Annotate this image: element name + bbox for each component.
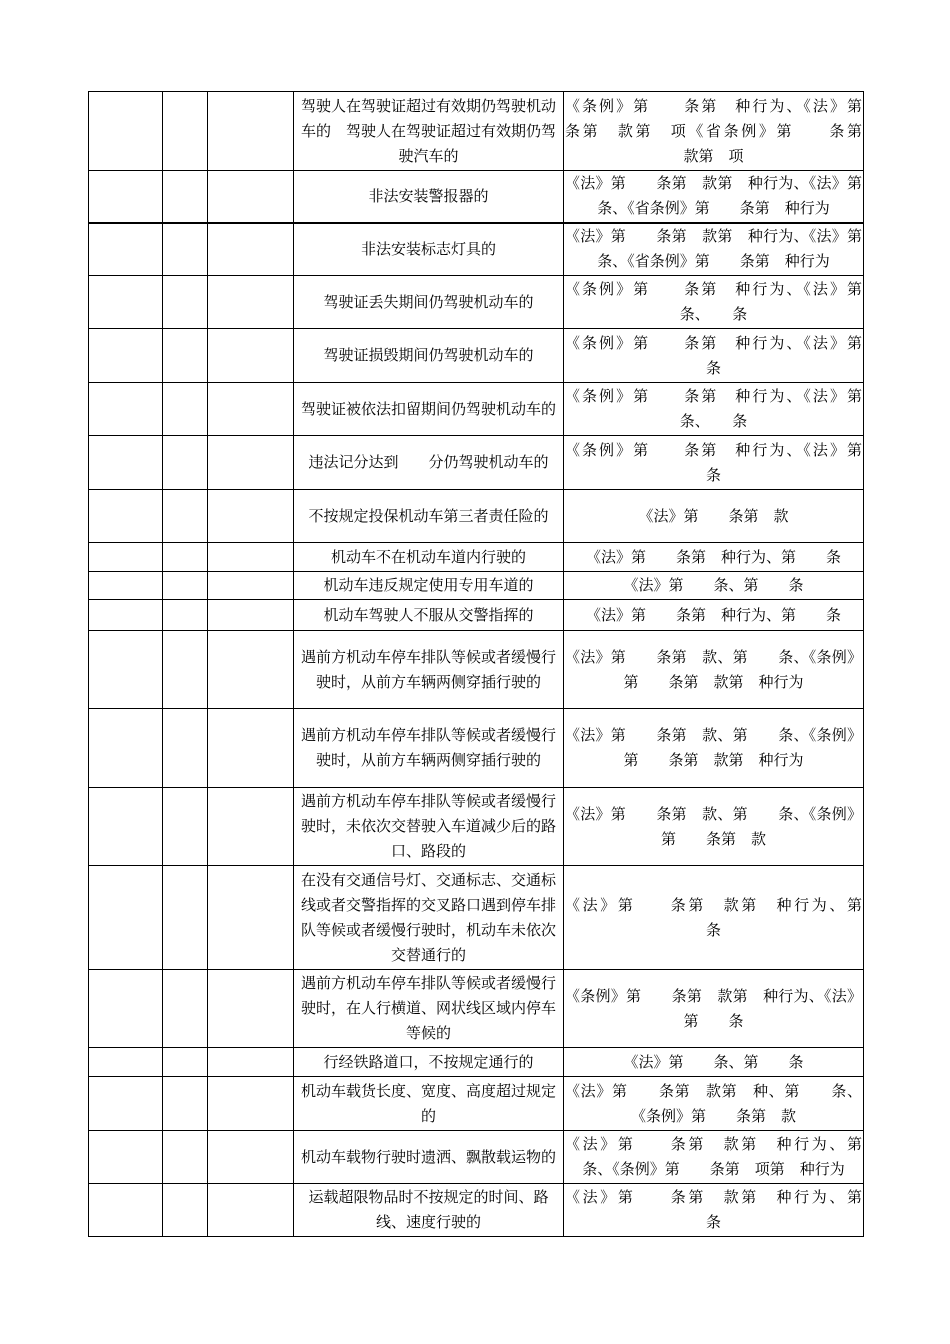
blank-cell-3 [208,1077,294,1131]
blank-cell-1 [89,329,163,383]
blank-cell-3 [208,383,294,436]
blank-cell-3 [208,276,294,329]
blank-cell-3 [208,970,294,1048]
table-row [89,866,864,970]
blank-cell-2 [163,543,208,572]
violation-cell: 遇前方机动车停车排队等候或者缓慢行驶时，未依次交替驶入车道减少后的路口、路段的 [294,788,564,866]
blank-cell-3 [208,171,294,223]
violation-cell: 机动车驾驶人不服从交警指挥的 [294,600,564,631]
blank-cell-2 [163,490,208,543]
violation-table [88,91,893,1237]
violation-table-body [89,92,893,1237]
blank-cell-2 [163,970,208,1048]
legal-basis-cell: 《条例》第 条第 种行为、《法》第 条、 条 [564,276,864,329]
blank-cell-2 [163,1131,208,1184]
legal-basis-cell: 《法》第 条第 种行为、第 条 [564,600,864,631]
violation-cell: 驾驶证丢失期间仍驾驶机动车的 [294,276,564,329]
violation-cell: 行经铁路道口，不按规定通行的 [294,1048,564,1077]
legal-basis-cell: 《法》第 条第 种行为、第 条 [564,543,864,572]
blank-cell-1 [89,600,163,631]
blank-cell-3 [208,631,294,709]
table-row [89,1048,864,1077]
violation-cell: 非法安装警报器的 [294,171,564,223]
legal-basis-cell: 《法》第 条第 款第 种行为、第 条 [564,866,864,970]
table-row [89,171,864,223]
violation-cell: 机动车不在机动车道内行驶的 [294,543,564,572]
blank-cell-2 [163,329,208,383]
table-row [89,970,864,1048]
blank-cell-3 [208,436,294,490]
blank-cell-2 [163,631,208,709]
table-row [89,383,864,436]
legal-basis-cell: 《法》第 条、第 条 [564,1048,864,1077]
legal-basis-cell: 《法》第 条第 款 [564,490,864,543]
blank-cell-1 [89,1184,163,1237]
blank-cell-2 [163,709,208,788]
legal-basis-cell: 《法》第 条、第 条 [564,572,864,600]
table-row [89,600,864,631]
violation-cell: 运载超限物品时不按规定的时间、路线、速度行驶的 [294,1184,564,1237]
blank-cell-1 [89,543,163,572]
blank-cell-3 [208,490,294,543]
table-row [89,1131,864,1184]
blank-cell-3 [208,788,294,866]
blank-cell-3 [208,329,294,383]
legal-basis-cell: 《条例》第 条第 种行为、《法》第 条 [564,436,864,490]
blank-cell-2 [163,866,208,970]
legal-basis-cell: 《法》第 条第 款第 种行为、第 条 [564,1184,864,1237]
violation-cell: 不按规定投保机动车第三者责任险的 [294,490,564,543]
blank-cell-1 [89,171,163,223]
blank-cell-3 [208,600,294,631]
blank-cell-3 [208,1131,294,1184]
table-row [89,223,864,276]
blank-cell-2 [163,171,208,223]
blank-cell-3 [208,543,294,572]
legal-basis-cell: 《法》第 条第 款第 种行为、第 条、《条例》第 条第 项第 种行为 [564,1131,864,1184]
blank-cell-1 [89,1048,163,1077]
blank-cell-3 [208,1184,294,1237]
table-row [89,1184,864,1237]
table-row [89,572,864,600]
violation-cell: 驾驶人在驾驶证超过有效期仍驾驶机动车的 驾驶人在驾驶证超过有效期仍驾驶汽车的 [294,92,564,171]
table-row [89,631,864,709]
blank-cell-3 [208,92,294,171]
blank-cell-1 [89,631,163,709]
legal-basis-cell: 《法》第 条第 款第 种行为、《法》第 条、《省条例》第 条第 种行为 [564,171,864,223]
legal-basis-cell: 《法》第 条第 款、第 条、《条例》第 条第 款 [564,788,864,866]
legal-basis-cell: 《条例》第 条第 种行为、《法》第 条、 条 [564,383,864,436]
violation-cell: 遇前方机动车停车排队等候或者缓慢行驶时，从前方车辆两侧穿插行驶的 [294,709,564,788]
legal-basis-cell: 《条例》第 条第 种行为、《法》第 条 [564,329,864,383]
blank-cell-1 [89,223,163,276]
table-row [89,709,864,788]
table-row [89,1077,864,1131]
blank-cell-2 [163,1077,208,1131]
blank-cell-1 [89,383,163,436]
violation-cell: 机动车载物行驶时遗洒、飘散载运物的 [294,1131,564,1184]
legal-basis-cell: 《法》第 条第 款、第 条、《条例》第 条第 款第 种行为 [564,631,864,709]
blank-cell-3 [208,572,294,600]
violation-cell: 遇前方机动车停车排队等候或者缓慢行驶时，在人行横道、网状线区域内停车等候的 [294,970,564,1048]
blank-cell-1 [89,970,163,1048]
blank-cell-2 [163,383,208,436]
table-row [89,276,864,329]
blank-cell-2 [163,92,208,171]
blank-cell-1 [89,572,163,600]
blank-cell-2 [163,276,208,329]
blank-cell-1 [89,1131,163,1184]
violation-cell: 驾驶证被依法扣留期间仍驾驶机动车的 [294,383,564,436]
blank-cell-2 [163,600,208,631]
blank-cell-1 [89,276,163,329]
table-row [89,490,864,543]
blank-cell-3 [208,223,294,276]
violation-cell: 机动车载货长度、宽度、高度超过规定的 [294,1077,564,1131]
blank-cell-1 [89,709,163,788]
blank-cell-3 [208,1048,294,1077]
blank-cell-2 [163,572,208,600]
blank-cell-2 [163,1184,208,1237]
violation-cell: 违法记分达到 分仍驾驶机动车的 [294,436,564,490]
table-row [89,788,864,866]
blank-cell-2 [163,223,208,276]
blank-cell-1 [89,1077,163,1131]
blank-cell-1 [89,490,163,543]
blank-cell-2 [163,788,208,866]
blank-cell-3 [208,709,294,788]
blank-cell-2 [163,1048,208,1077]
violation-cell: 遇前方机动车停车排队等候或者缓慢行驶时，从前方车辆两侧穿插行驶的 [294,631,564,709]
violation-cell: 在没有交通信号灯、交通标志、交通标线或者交警指挥的交叉路口遇到停车排队等候或者缓慢行驶时，机动车未依次交替通行的 [294,866,564,970]
table-row [89,92,864,171]
table-row [89,436,864,490]
legal-basis-cell: 《法》第 条第 款、第 条、《条例》第 条第 款第 种行为 [564,709,864,788]
blank-cell-1 [89,92,163,171]
violation-cell: 驾驶证损毁期间仍驾驶机动车的 [294,329,564,383]
legal-basis-cell: 《法》第 条第 款第 种行为、《法》第 条、《省条例》第 条第 种行为 [564,223,864,276]
legal-basis-cell: 《条例》第 条第 种行为、《法》第 条第 款第 项《省条例》第 条第 款第 项 [564,92,864,171]
blank-cell-3 [208,866,294,970]
legal-basis-cell: 《条例》第 条第 款第 种行为、《法》第 条 [564,970,864,1048]
blank-cell-1 [89,788,163,866]
blank-cell-1 [89,436,163,490]
blank-cell-1 [89,866,163,970]
table-row [89,329,864,383]
violation-cell: 机动车违反规定使用专用车道的 [294,572,564,600]
blank-cell-2 [163,436,208,490]
violation-cell: 非法安装标志灯具的 [294,223,564,276]
legal-basis-cell: 《法》第 条第 款第 种、第 条、《条例》第 条第 款 [564,1077,864,1131]
table-row [89,543,864,572]
